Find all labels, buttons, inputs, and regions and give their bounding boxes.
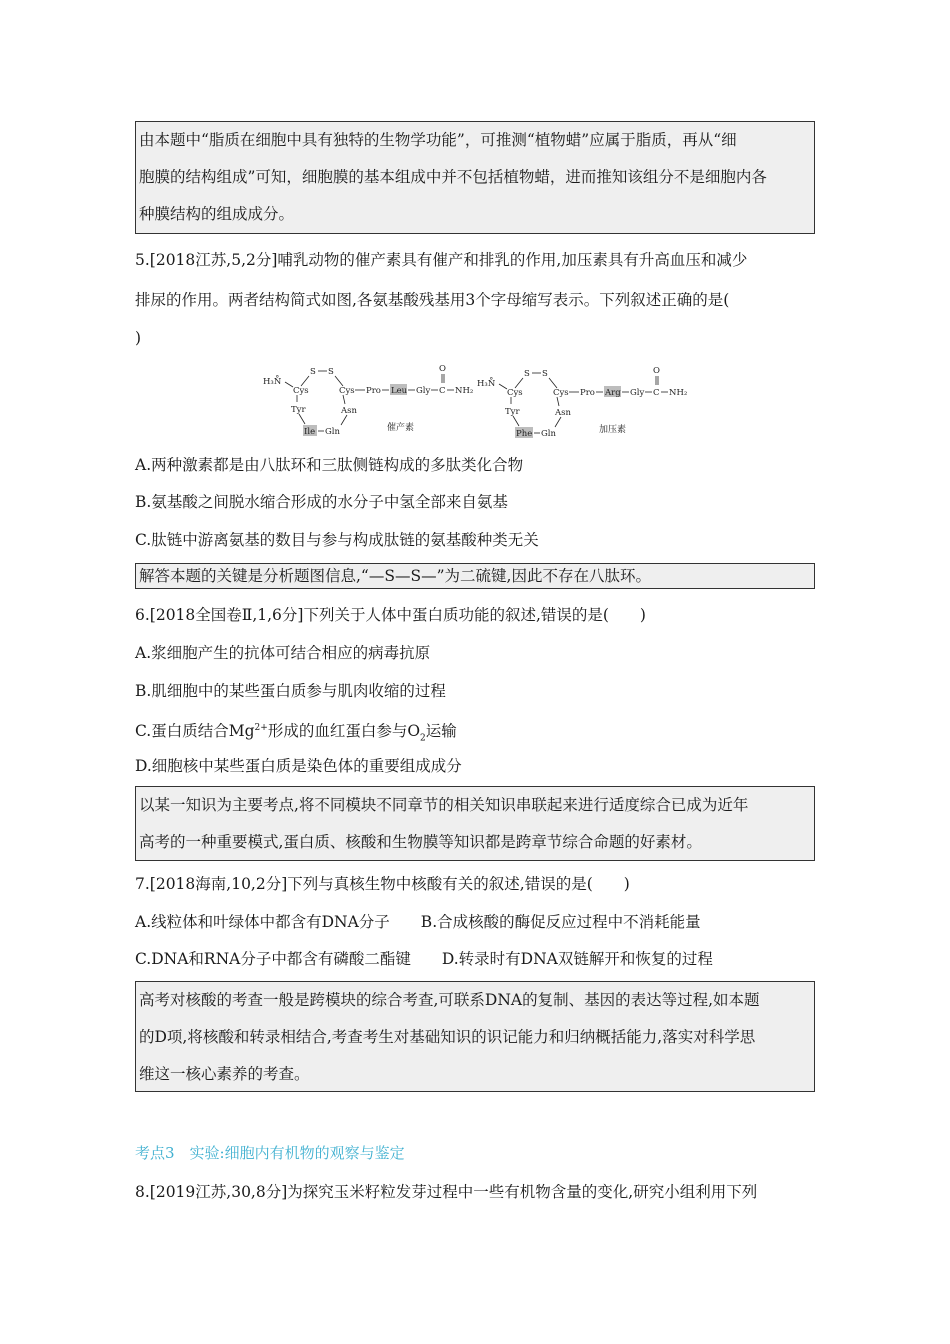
residue-arg-highlighted: Arg xyxy=(605,388,621,398)
section-heading: 考点3 实验:细胞内有机物的观察与鉴定 xyxy=(135,1144,405,1162)
explanation-line: 由本题中“脂质在细胞中具有独特的生物学功能”，可推测“植物蜡”应属于脂质，再从“细 xyxy=(139,131,737,149)
question-7-stem: 7.[2018海南,10,2分]下列与真核生物中核酸有关的叙述,错误的是( ) xyxy=(135,875,630,893)
question-8-stem: 8.[2019江苏,30,8分]为探究玉米籽粒发芽过程中一些有机物含量的变化,研究小组利用下列 xyxy=(135,1183,758,1201)
q6-option-c-sub: 2 xyxy=(420,733,426,744)
question-5-line-3: ) xyxy=(135,329,142,347)
explanation-line: 高考对核酸的考查一般是跨模块的综合考查,可联系DNA的复制、基因的表达等过程,如本题 xyxy=(139,991,760,1009)
residue-cys: Cys xyxy=(293,386,309,396)
amino-terminal: H₃N̊ xyxy=(263,377,282,387)
sulfur: S xyxy=(310,367,316,377)
residue-pro: Pro xyxy=(366,386,381,396)
residue-pro: Pro xyxy=(580,388,595,398)
residue-gln: Gln xyxy=(325,427,340,437)
oxytocin-caption: 催产素 xyxy=(387,423,415,433)
carbonyl-oxygen: O xyxy=(653,366,660,376)
amide-group: NH₂ xyxy=(455,386,474,396)
explanation-line: 种膜结构的组成成分。 xyxy=(139,205,295,223)
vasopressin-caption: 加压素 xyxy=(599,425,627,435)
vasopressin-structure xyxy=(477,366,687,439)
explanation-line: 维这一核心素养的考查。 xyxy=(139,1065,310,1083)
q6-option-d: D.细胞核中某些蛋白质是染色体的重要组成成分 xyxy=(135,757,462,775)
question-5-line-2: 排尿的作用。两者结构简式如图,各氨基酸残基用3个字母缩写表示。下列叙述正确的是( xyxy=(135,291,730,309)
residue-phe-highlighted: Phe xyxy=(516,429,533,439)
explanation-box-q5 xyxy=(135,563,815,589)
amino-terminal: H₃N̊ xyxy=(477,379,496,389)
sulfur: S xyxy=(328,367,334,377)
residue-gln: Gln xyxy=(541,429,556,439)
carbonyl-oxygen: O xyxy=(439,364,446,374)
question-5-line-1: 5.[2018江苏,5,2分]哺乳动物的催产素具有催产和排乳的作用,加压素具有升高血压和减少 xyxy=(135,251,748,269)
q6-option-c-sup: 2+ xyxy=(254,723,268,733)
explanation-box-q7 xyxy=(135,981,815,1092)
residue-asn: Asn xyxy=(341,406,357,416)
q6-option-c-pre: C.蛋白质结合Mg xyxy=(135,722,255,741)
explanation-box-1 xyxy=(135,121,815,234)
explanation-box-q6 xyxy=(135,786,815,861)
carbonyl-carbon: C xyxy=(653,388,660,398)
residue-cys: Cys xyxy=(339,386,355,396)
explanation-line: 高考的一种重要模式,蛋白质、核酸和生物膜等知识都是跨章节综合命题的好素材。 xyxy=(139,833,702,851)
sulfur: S xyxy=(542,369,548,379)
q6-option-b: B.肌细胞中的某些蛋白质参与肌肉收缩的过程 xyxy=(135,682,446,700)
q6-option-c xyxy=(135,718,457,748)
explanation-line: 解答本题的关键是分析题图信息,“—S—S—”为二硫键,因此不存在八肽环。 xyxy=(139,567,651,585)
q7-options-ab: A.线粒体和叶绿体中都含有DNA分子 B.合成核酸的酶促反应过程中不消耗能量 xyxy=(135,913,701,931)
residue-gly: Gly xyxy=(630,388,645,398)
residue-leu-highlighted: Leu xyxy=(391,386,408,396)
explanation-line: 的D项,将核酸和转录相结合,考查考生对基础知识的识记能力和归纳概括能力,落实对科学思 xyxy=(139,1028,756,1046)
q7-options-cd: C.DNA和RNA分子中都含有磷酸二酯键 D.转录时有DNA双链解开和恢复的过程 xyxy=(135,950,713,968)
residue-asn: Asn xyxy=(555,408,571,418)
question-6-stem: 6.[2018全国卷Ⅱ,1,6分]下列关于人体中蛋白质功能的叙述,错误的是( ) xyxy=(135,606,646,624)
residue-ile-highlighted: Ile xyxy=(304,427,316,437)
peptide-structure-diagram xyxy=(255,362,695,442)
explanation-line: 胞膜的结构组成”可知，细胞膜的基本组成中并不包括植物蜡，进而推知该组分不是细胞内各 xyxy=(139,168,767,186)
q6-option-a: A.浆细胞产生的抗体可结合相应的病毒抗原 xyxy=(135,644,431,662)
explanation-line: 以某一知识为主要考点,将不同模块不同章节的相关知识串联起来进行适度综合已成为近年 xyxy=(139,796,749,814)
amide-group: NH₂ xyxy=(669,388,688,398)
q6-option-c-mid: 形成的血红蛋白参与O xyxy=(267,722,421,741)
residue-tyr: Tyr xyxy=(505,407,520,417)
q5-option-c: C.肽链中游离氨基的数目与参与构成肽链的氨基酸种类无关 xyxy=(135,531,539,549)
carbonyl-carbon: C xyxy=(439,386,446,396)
residue-tyr: Tyr xyxy=(291,405,306,415)
q5-option-a: A.两种激素都是由八肽环和三肽侧链构成的多肽类化合物 xyxy=(135,456,524,474)
residue-cys: Cys xyxy=(553,388,569,398)
oxytocin-structure xyxy=(263,364,473,437)
q5-option-b: B.氨基酸之间脱水缩合形成的水分子中氢全部来自氨基 xyxy=(135,493,508,511)
residue-gly: Gly xyxy=(416,386,431,396)
residue-cys: Cys xyxy=(507,388,523,398)
q6-option-c-post: 运输 xyxy=(425,722,457,741)
sulfur: S xyxy=(524,369,530,379)
